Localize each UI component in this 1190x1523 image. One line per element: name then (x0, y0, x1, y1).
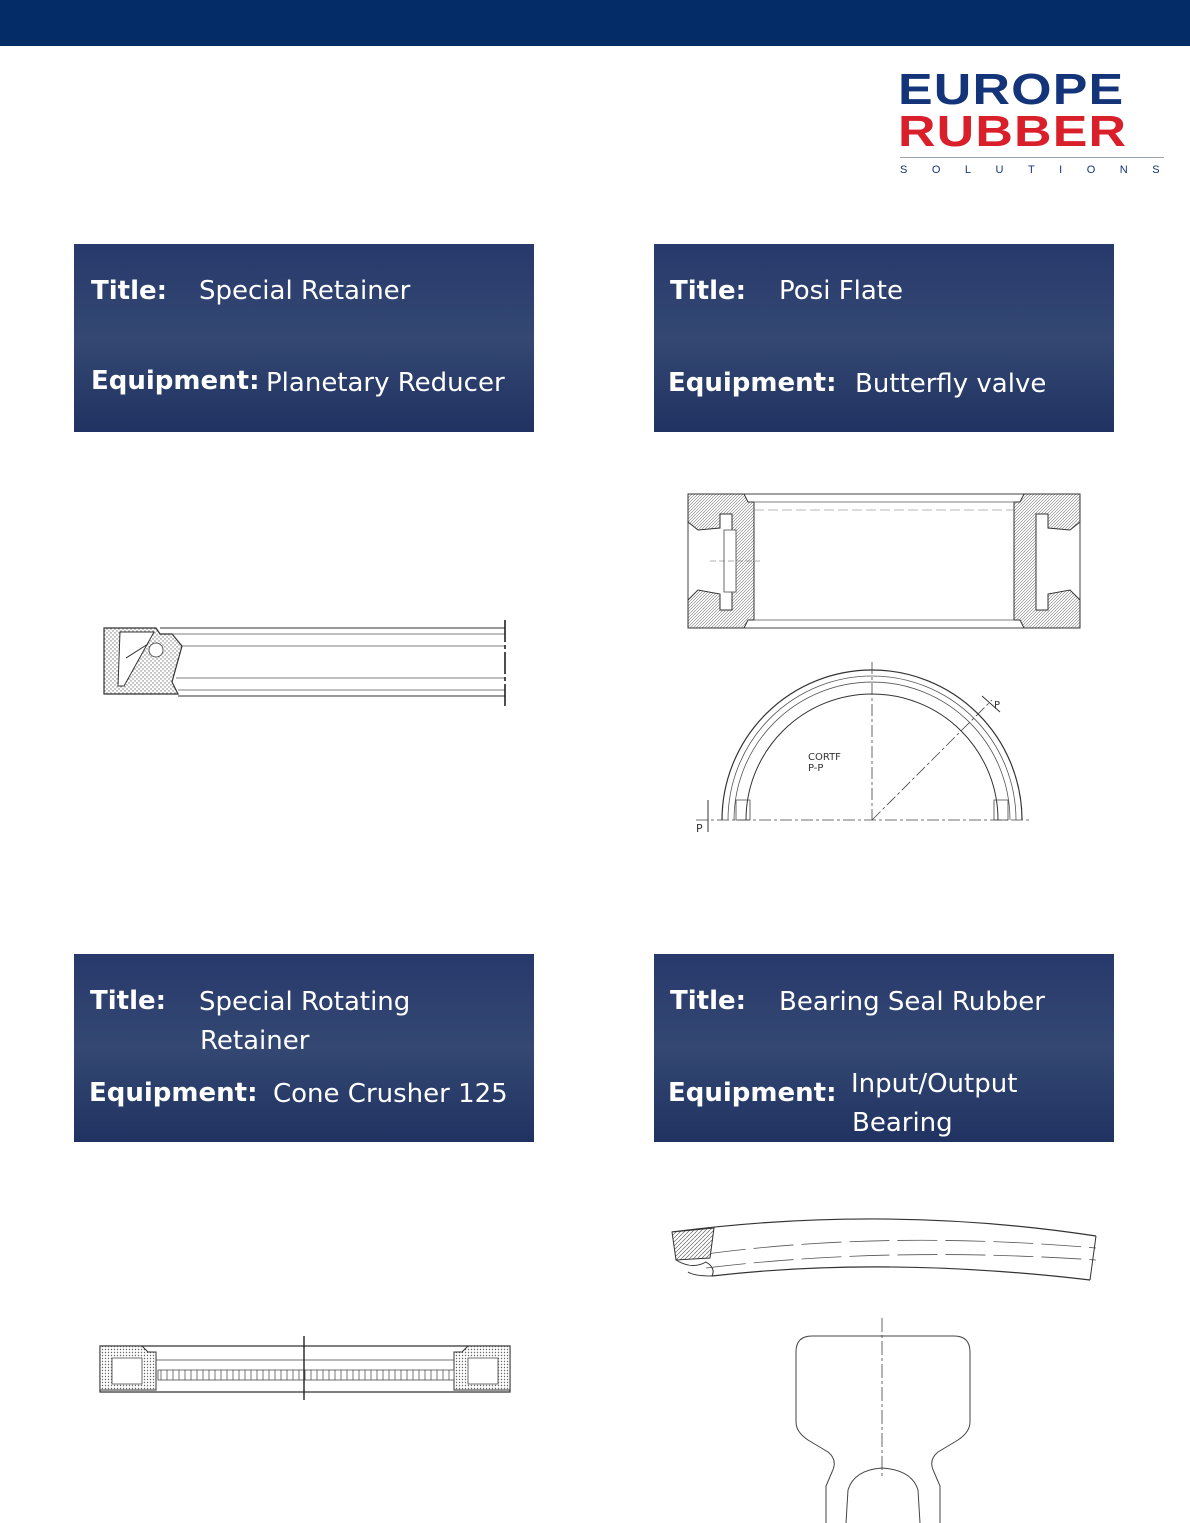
logo-word-rubber: RUBBER (898, 107, 1128, 156)
title-value: Special Retainer (199, 276, 411, 306)
special-rotating-retainer-drawing (98, 1336, 512, 1402)
title-label: Title: (90, 986, 167, 1016)
equipment-value-line-1: Input/Output (851, 1069, 1018, 1099)
brand-logo (898, 65, 1185, 180)
title-label: Title: (670, 276, 747, 306)
equipment-label: Equipment: (91, 366, 260, 396)
posi-flate-half-view-drawing (692, 660, 1032, 840)
title-label: Title: (91, 276, 168, 306)
section-label-line-1: CORTF (808, 752, 841, 763)
title-value-line-2: Retainer (200, 1026, 310, 1056)
logo-word-europe: EUROPE (898, 65, 1125, 114)
logo-divider (900, 157, 1164, 158)
bearing-seal-profile-drawing (790, 1318, 974, 1523)
equipment-label: Equipment: (89, 1078, 258, 1108)
section-label-line-2: P-P (808, 763, 824, 774)
title-label: Title: (670, 986, 747, 1016)
equipment-value-line-2: Bearing (852, 1108, 953, 1138)
product-card-special-retainer (74, 244, 534, 432)
product-card-special-rotating-retainer (74, 954, 534, 1142)
title-value-line-1: Special Rotating (199, 987, 411, 1017)
bearing-seal-arc-drawing (666, 1210, 1100, 1294)
cut-mark-label-bottom: P (696, 822, 703, 835)
special-retainer-drawing (100, 618, 512, 710)
equipment-value: Planetary Reducer (266, 368, 505, 398)
equipment-value: Butterfly valve (855, 369, 1047, 399)
title-value: Posi Flate (779, 276, 903, 306)
title-value: Bearing Seal Rubber (779, 987, 1045, 1017)
cut-mark-label: P (994, 700, 1001, 711)
logo-tagline: SOLUTIONS (900, 164, 1185, 176)
product-card-bearing-seal-rubber (654, 954, 1114, 1142)
equipment-label: Equipment: (668, 368, 837, 398)
equipment-value: Cone Crusher 125 (273, 1079, 508, 1109)
equipment-label: Equipment: (668, 1078, 837, 1108)
product-card-posi-flate (654, 244, 1114, 432)
top-banner (0, 0, 1190, 46)
posi-flate-section-drawing (684, 490, 1084, 632)
